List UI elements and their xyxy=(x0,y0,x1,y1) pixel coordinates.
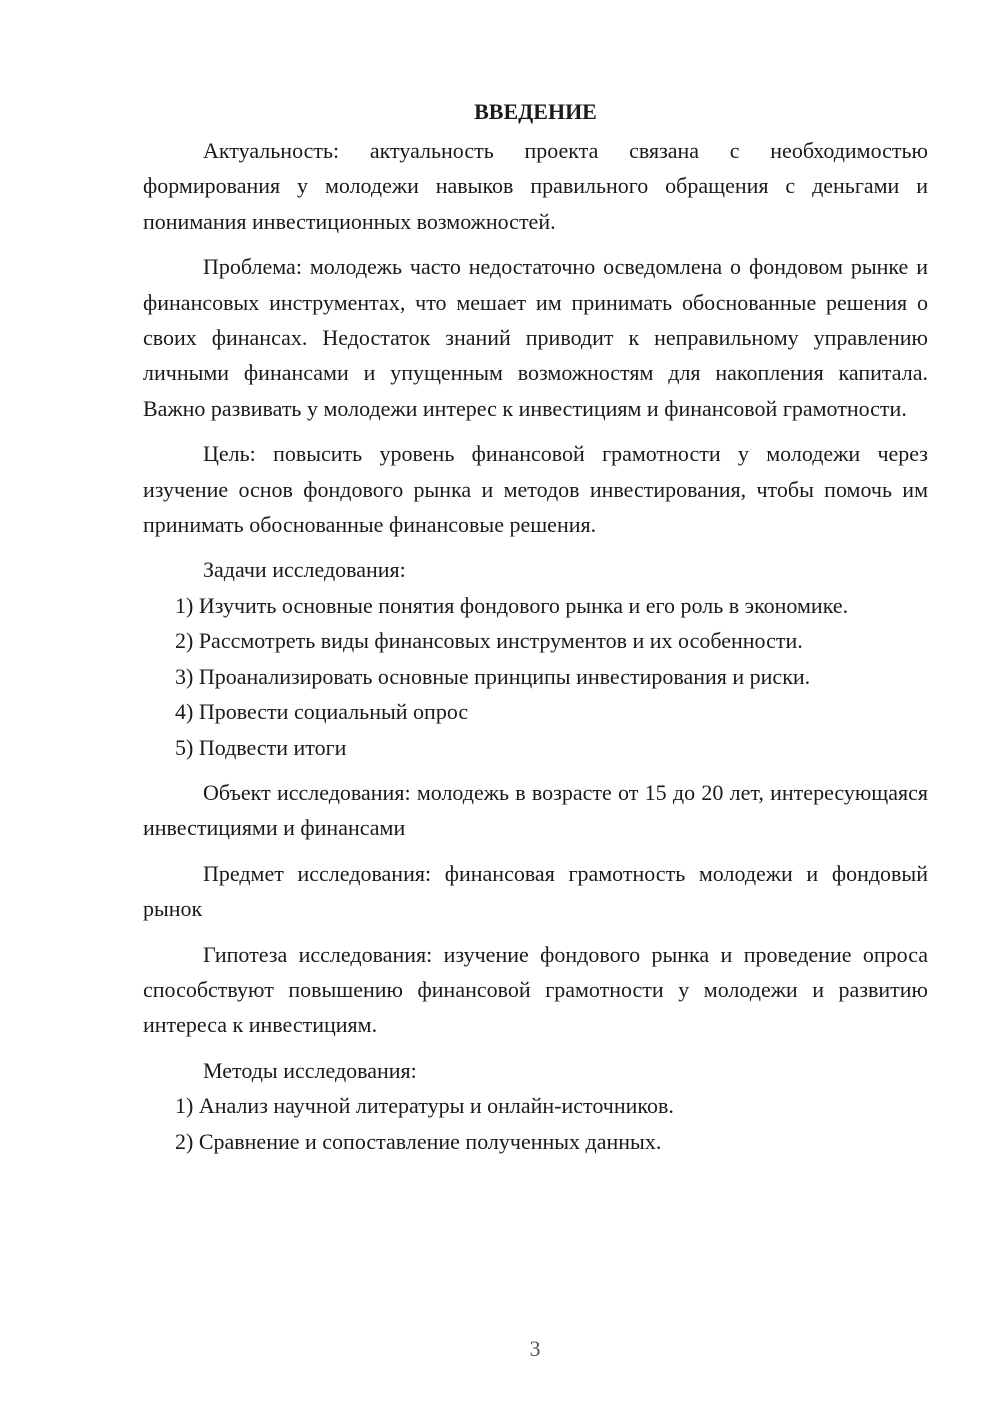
method-item-1: 1) Анализ научной литературы и онлайн-источников. xyxy=(175,1093,674,1119)
methods-heading: Методы исследования: xyxy=(203,1057,417,1083)
task-item-2: 2) Рассмотреть виды финансовых инструментов и их особенности. xyxy=(175,628,803,654)
task-item-1: 1) Изучить основные понятия фондового рынка и его роль в экономике. xyxy=(175,592,849,618)
task-item-3: 3) Проанализировать основные принципы инвестирования и риски. xyxy=(175,663,811,689)
object-paragraph: Объект исследования: молодежь в возрасте от 15 до 20 лет, интересующаяся инвестициями и финансами xyxy=(143,779,928,841)
hypothesis-paragraph: Гипотеза исследования: изучение фондового рынка и проведение опроса способствуют повышению финансовой грамотности у молодежи и развитию интереса к инвестициям. xyxy=(143,941,928,1038)
task-item-5: 5) Подвести итоги xyxy=(175,734,347,760)
method-item-2: 2) Сравнение и сопоставление полученных данных. xyxy=(175,1128,662,1154)
section-title: ВВЕДЕНИЕ xyxy=(474,99,597,124)
document-body xyxy=(143,94,928,1159)
goal-paragraph: Цель: повысить уровень финансовой грамотности у молодежи через изучение основ фондового рынка и методов инвестирования, чтобы помочь им принимать обоснованные финансовые решения. xyxy=(143,441,928,538)
tasks-heading: Задачи исследования: xyxy=(203,557,406,583)
problem-paragraph: Проблема: молодежь часто недостаточно осведомлена о фондовом рынке и финансовых инструментах, что мешает им принимать обоснованные решения о своих финансах. Недостаток знаний приводит к неправильному управлению личными финансами и упущенным возможностям для накопления капитала. Важно развивать у молодежи интерес к инвестициям и финансовой грамотности. xyxy=(143,254,928,421)
page-number: 3 xyxy=(529,1336,541,1361)
relevance-paragraph: Актуальность: актуальность проекта связана с необходимостью формирования у молодежи навыков правильного обращения с деньгами и понимания инвестиционных возможностей. xyxy=(143,138,928,234)
subject-paragraph: Предмет исследования: финансовая грамотность молодежи и фондовый рынок xyxy=(143,860,928,922)
task-item-4: 4) Провести социальный опрос xyxy=(175,699,469,725)
